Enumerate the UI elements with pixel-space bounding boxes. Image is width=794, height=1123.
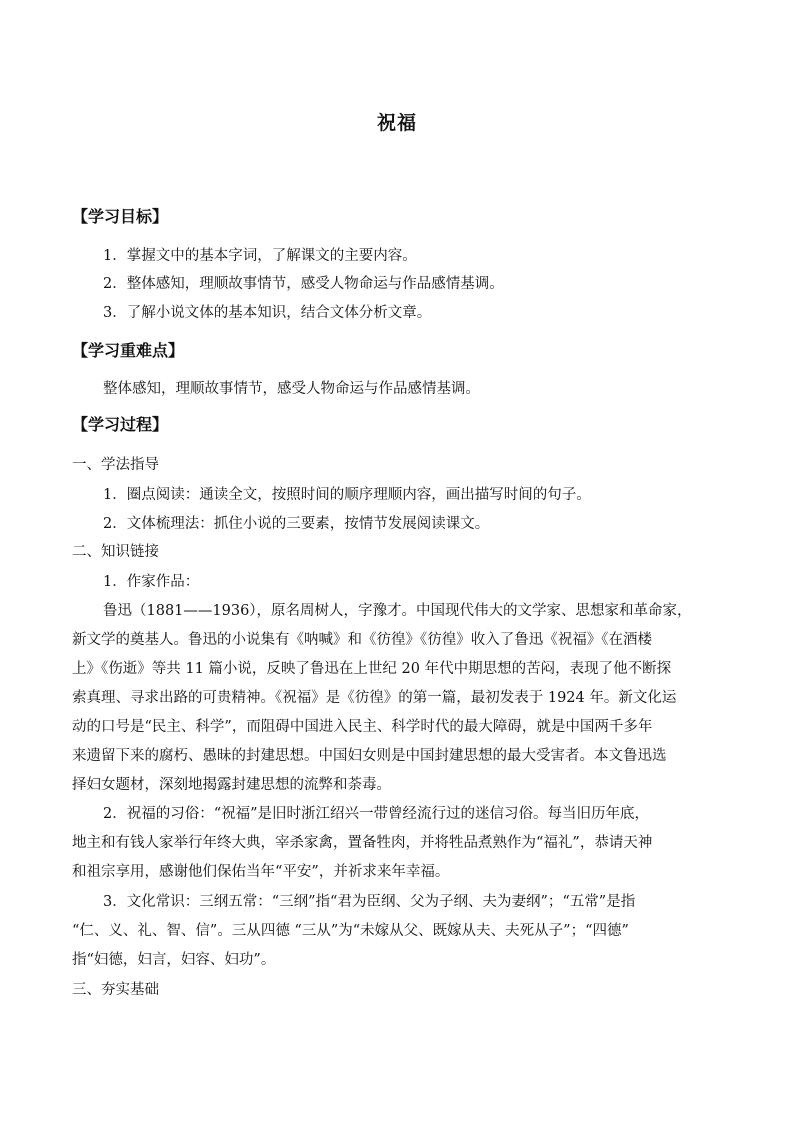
process-heading: 【学习过程】 bbox=[72, 415, 169, 434]
method-item: 2．文体梳理法：抓住小说的三要素，按情节发展阅读课文。 bbox=[103, 516, 490, 532]
document-title: 祝福 bbox=[376, 112, 417, 134]
culture-paragraph-line: 3．文化常识：三纲五常：“三纲”指“君为臣纲、父为子纲、夫为妻纲”；“五常”是指 bbox=[103, 894, 636, 910]
custom-paragraph-line: 和祖宗享用，感谢他们保佑当年“平安”，并祈求来年幸福。 bbox=[72, 864, 450, 880]
custom-paragraph-line: 地主和有钱人家举行年终大典，宰杀家禽，置备牲肉，并将牲品煮熟作为“福礼”，恭请天神 bbox=[72, 835, 653, 851]
part-one-heading: 一、学法指导 bbox=[72, 457, 159, 473]
goal-item: 1．掌握文中的基本字词，了解课文的主要内容。 bbox=[103, 248, 417, 264]
goal-item: 2．整体感知，理顺故事情节，感受人物命运与作品感情基调。 bbox=[103, 276, 504, 292]
author-paragraph-line: 鲁迅（1881——1936），原名周树人，字豫才。中国现代伟大的文学家、思想家和革命家， bbox=[103, 603, 692, 619]
part-two-heading: 二、知识链接 bbox=[72, 544, 159, 560]
custom-paragraph-line: 2．祝福的习俗：“祝福”是旧时浙江绍兴一带曾经流行过的迷信习俗。每当旧历年底， bbox=[103, 806, 650, 822]
author-paragraph-line: 择妇女题材，深刻地揭露封建思想的流弊和荼毒。 bbox=[72, 777, 391, 793]
author-paragraph-line: 动的口号是“民主、科学”，而阻碍中国进入民主、科学时代的最大障碍，就是中国两千多年 bbox=[72, 719, 653, 735]
author-paragraph-line: 来遗留下来的腐朽、愚昧的封建思想。中国妇女则是中国封建思想的最大受害者。本文鲁迅选 bbox=[72, 748, 667, 764]
author-paragraph-line: 索真理、寻求出路的可贵精神。《祝福》是《彷徨》的第一篇，最初发表于 1924 年。新文化运 bbox=[72, 690, 677, 706]
culture-paragraph-line: 指“妇德，妇言，妇容、妇功”。 bbox=[72, 952, 276, 968]
culture-paragraph-line: “仁、义、礼、智、信”。三从四德 “三从”为“未嫁从父、既嫁从夫、夫死从子”；“四德” bbox=[72, 923, 629, 939]
key-points-text: 整体感知，理顺故事情节，感受人物命运与作品感情基调。 bbox=[103, 381, 480, 397]
part-three-heading: 三、夯实基础 bbox=[72, 982, 159, 998]
author-paragraph-line: 上》《伤逝》等共 11 篇小说，反映了鲁迅在上世纪 20 年代中期思想的苦闷，表现了他不断探 bbox=[72, 661, 672, 677]
author-paragraph-line: 新文学的奠基人。鲁迅的小说集有《呐喊》和《彷徨》《彷徨》收入了鲁迅《祝福》《在酒楼 bbox=[72, 632, 652, 648]
method-item: 1．圈点阅读：通读全文，按照时间的顺序理顺内容，画出描写时间的句子。 bbox=[103, 487, 591, 503]
goals-heading: 【学习目标】 bbox=[72, 207, 169, 226]
key-points-heading: 【学习重难点】 bbox=[72, 341, 185, 360]
goal-item: 3．了解小说文体的基本知识，结合文体分析文章。 bbox=[103, 305, 432, 321]
author-works-label: 1．作家作品： bbox=[103, 574, 200, 590]
